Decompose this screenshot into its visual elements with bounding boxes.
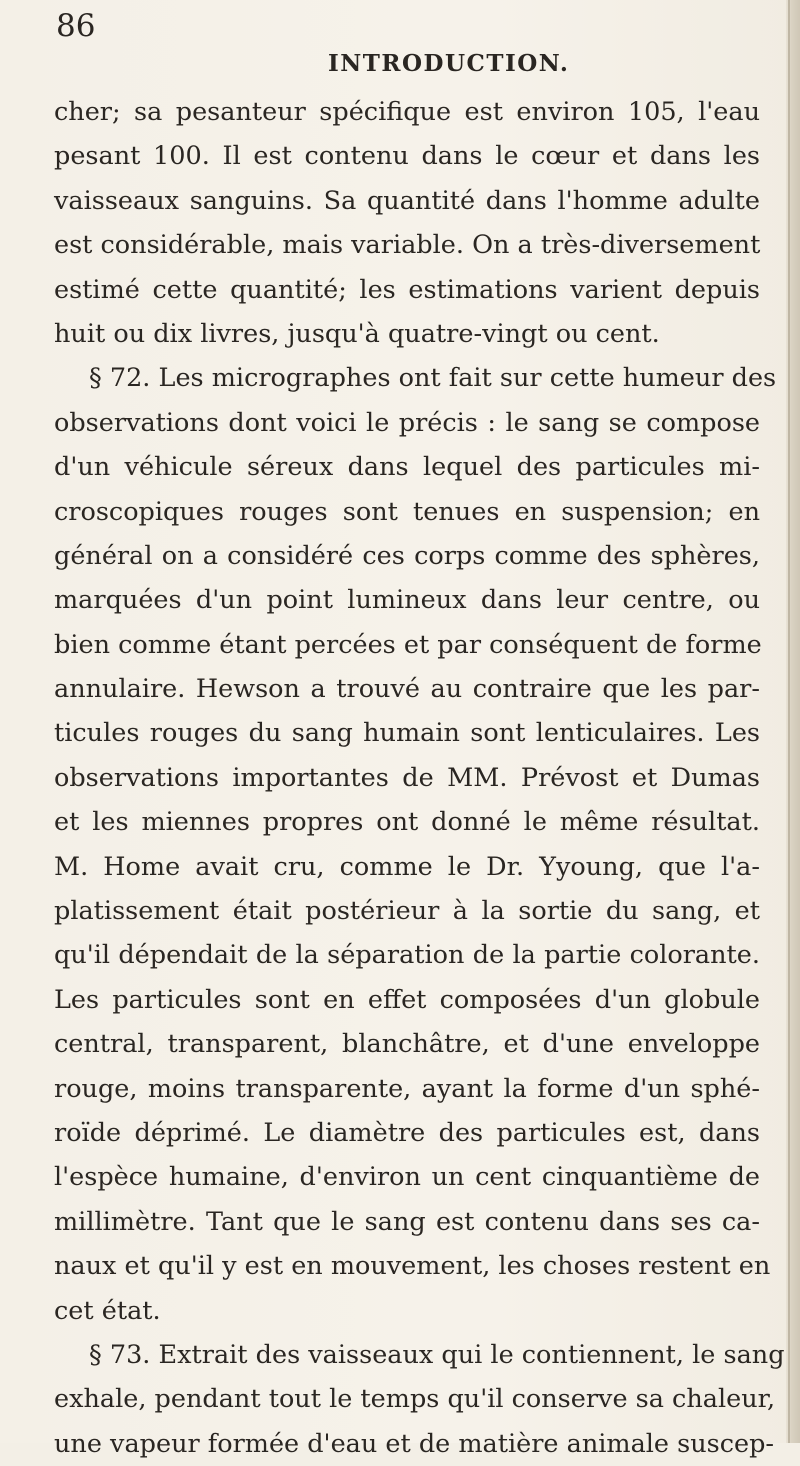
text-line: naux et qu'il y est en mouvement, les choses restent en [54,1251,771,1282]
text-line: cet état. [54,1295,161,1326]
text-line: observations dont voici le précis : le sang se compose [54,407,760,438]
page-number: 86 [56,8,96,44]
text-line: millimètre. Tant que le sang est contenu dans ses ca- [54,1206,760,1237]
text-line: l'espèce humaine, d'environ un cent cinquantième de [54,1162,760,1193]
text-line: central, transparent, blanchâtre, et d'une enveloppe [54,1029,760,1060]
text-line: rouge, moins transparente, ayant la forme d'un sphé- [54,1073,760,1104]
text-line: cher; sa pesanteur spécifique est environ 105, l'eau [54,97,760,127]
text-line: général on a considéré ces corps comme des sphères, [54,540,760,571]
text-line: et les miennes propres ont donné le même résultat. [54,807,760,838]
text-line: platissement était postérieur à la sortie du sang, et [54,896,760,927]
text-line: est considérable, mais variable. On a très-diversement [54,230,761,261]
text-line: M. Home avait cru, comme le Dr. Yyoung, que l'a- [54,851,760,882]
body-text [54,90,785,1466]
text-line: roïde déprimé. Le diamètre des particules est, dans [54,1117,760,1148]
text-line: Les particules sont en effet composées d'un globule [54,984,760,1015]
text-line: exhale, pendant tout le temps qu'il conserve sa chaleur, [54,1384,776,1415]
text-line: d'un véhicule séreux dans lequel des particules mi- [54,452,760,483]
text-line: observations importantes de MM. Prévost et Dumas [54,762,760,793]
text-line: § 72. Les micrographes ont fait sur cette humeur des [89,363,777,394]
page-edge-line [788,0,790,1443]
text-line: pesant 100. Il est contenu dans le cœur et dans les [54,141,760,172]
text-line: estimé cette quantité; les estimations varient depuis [54,274,760,305]
text-line: croscopiques rouges sont tenues en suspension; en [54,496,760,527]
text-line: huit ou dix livres, jusqu'à quatre-vingt ou cent. [54,318,660,349]
text-line: ticules rouges du sang humain sont lenticulaires. Les [54,718,760,749]
text-line: qu'il dépendait de la séparation de la partie colorante. [54,940,760,971]
text-line: bien comme étant percées et par conséquent de forme [54,629,762,660]
text-line: marquées d'un point lumineux dans leur centre, ou [54,585,760,616]
text-line: une vapeur formée d'eau et de matière animale suscep- [54,1428,775,1459]
text-line: § 73. Extrait des vaisseaux qui le contiennent, le sang [89,1339,785,1370]
text-line: annulaire. Hewson a trouvé au contraire que les par- [54,674,760,705]
running-head: INTRODUCTION. [328,50,570,77]
text-line: vaisseaux sanguins. Sa quantité dans l'homme adulte [54,185,760,216]
